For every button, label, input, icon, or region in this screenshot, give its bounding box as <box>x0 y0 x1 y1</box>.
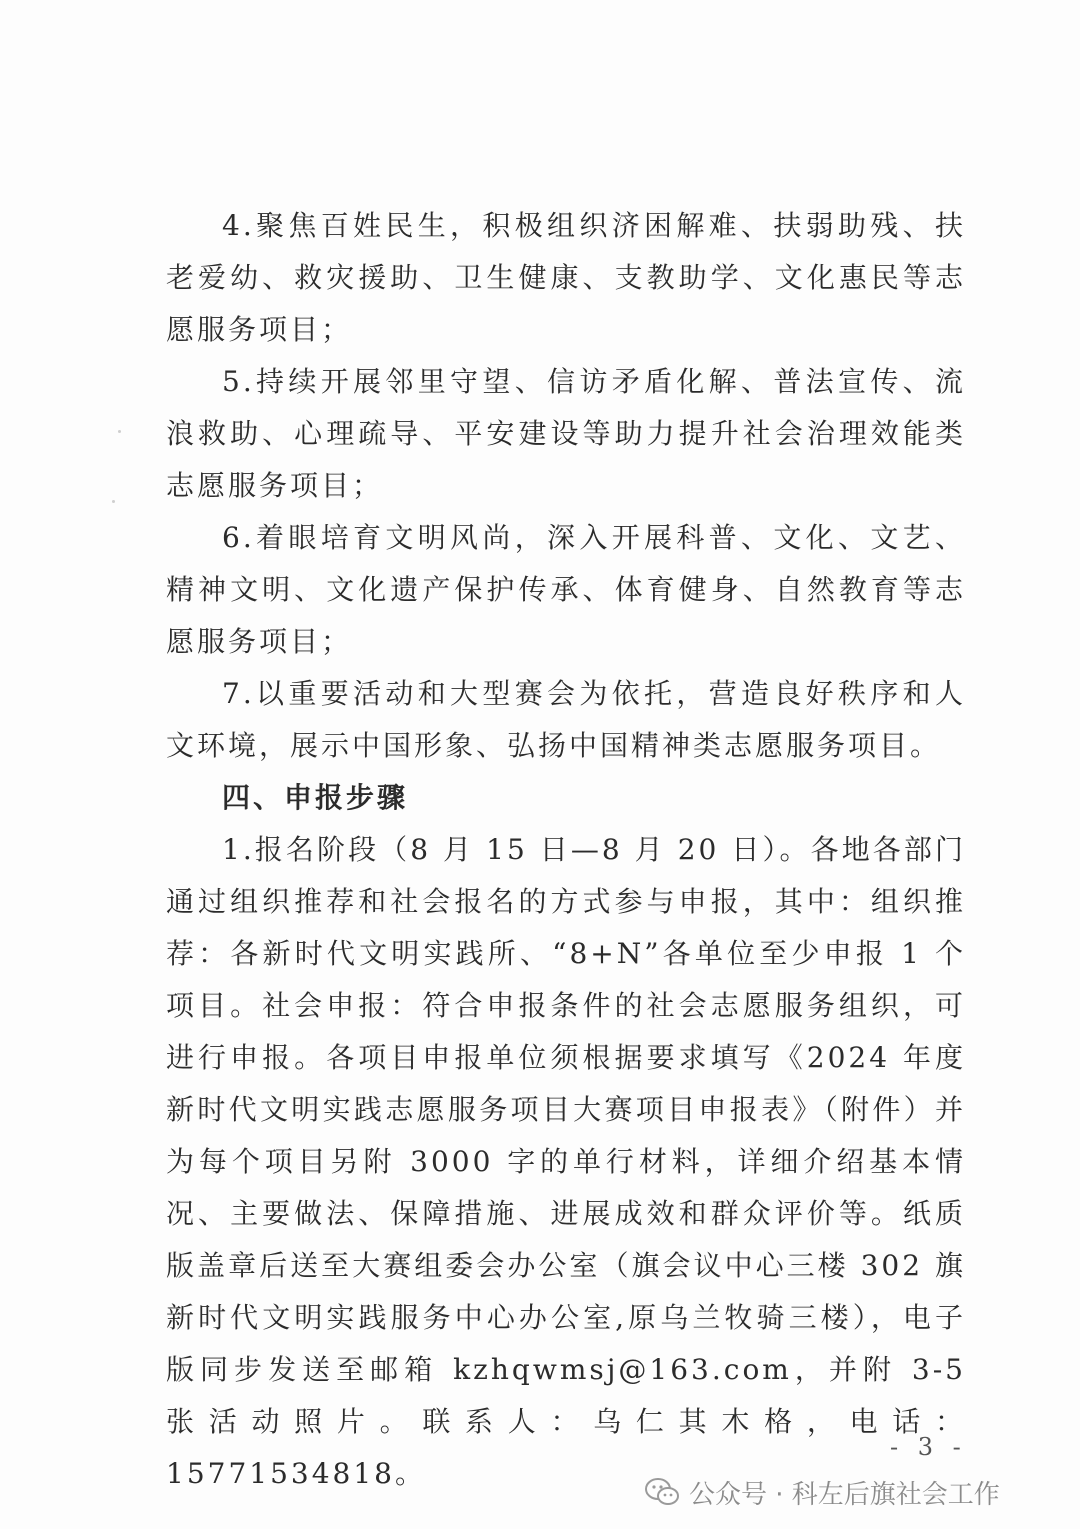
paragraph-item-5: 5.持续开展邻里守望、信访矛盾化解、普法宣传、流浪救助、心理疏导、平安建设等助力提升社会治理效能类志愿服务项目； <box>166 365 966 502</box>
paragraph-item-4: 4.聚焦百姓民生，积极组织济困解难、扶弱助残、扶老爱幼、救灾援助、卫生健康、支教助学、文化惠民等志愿服务项目； <box>166 209 966 346</box>
step-paragraph: 1.报名阶段（8 月 15 日—8 月 20 日）。各地各部门通过组织推荐和社会报名的方式参与申报，其中：组织推荐：各新时代文明实践所、“8+N”各单位至少申报 1 个项目。社会申报：符合申报条件的社会志愿服务组织，可进行申报。各项目申报单位须根据要求填写《2024 年度新时代文明实践志愿服务项目大赛项目申报表》（附件）并为每个项目另附 3000 字的单行材料，详细介绍基本情况、主要做法、保障措施、进展成效和群众评价等。纸质版盖章后送至大赛组委会办公室（旗会议中心三楼 302 旗新时代文明实践服务中心办公室,原乌兰牧骑三楼），电子版同步发送至邮箱 kzhqwmsj@163.com，并附 3-5 张活动照片。联系人：乌仁其木格，电话：15771534818。 <box>166 833 966 1490</box>
scan-speck <box>118 430 121 433</box>
paragraph-item-7: 7.以重要活动和大型赛会为依托，营造良好秩序和人文环境，展示中国形象、弘扬中国精神类志愿服务项目。 <box>166 677 966 762</box>
watermark <box>645 1470 1000 1514</box>
section-heading: 四、申报步骤 <box>222 781 409 814</box>
wechat-icon <box>645 1477 679 1507</box>
page-number: - 3 - <box>890 1433 967 1461</box>
scan-speck <box>112 500 115 503</box>
document-body <box>166 200 966 1500</box>
watermark-text: 公众号 · 科左后旗社会工作 <box>689 1479 1000 1510</box>
paragraph-item-6: 6.着眼培育文明风尚，深入开展科普、文化、文艺、精神文明、文化遗产保护传承、体育健身、自然教育等志愿服务项目； <box>166 521 966 658</box>
